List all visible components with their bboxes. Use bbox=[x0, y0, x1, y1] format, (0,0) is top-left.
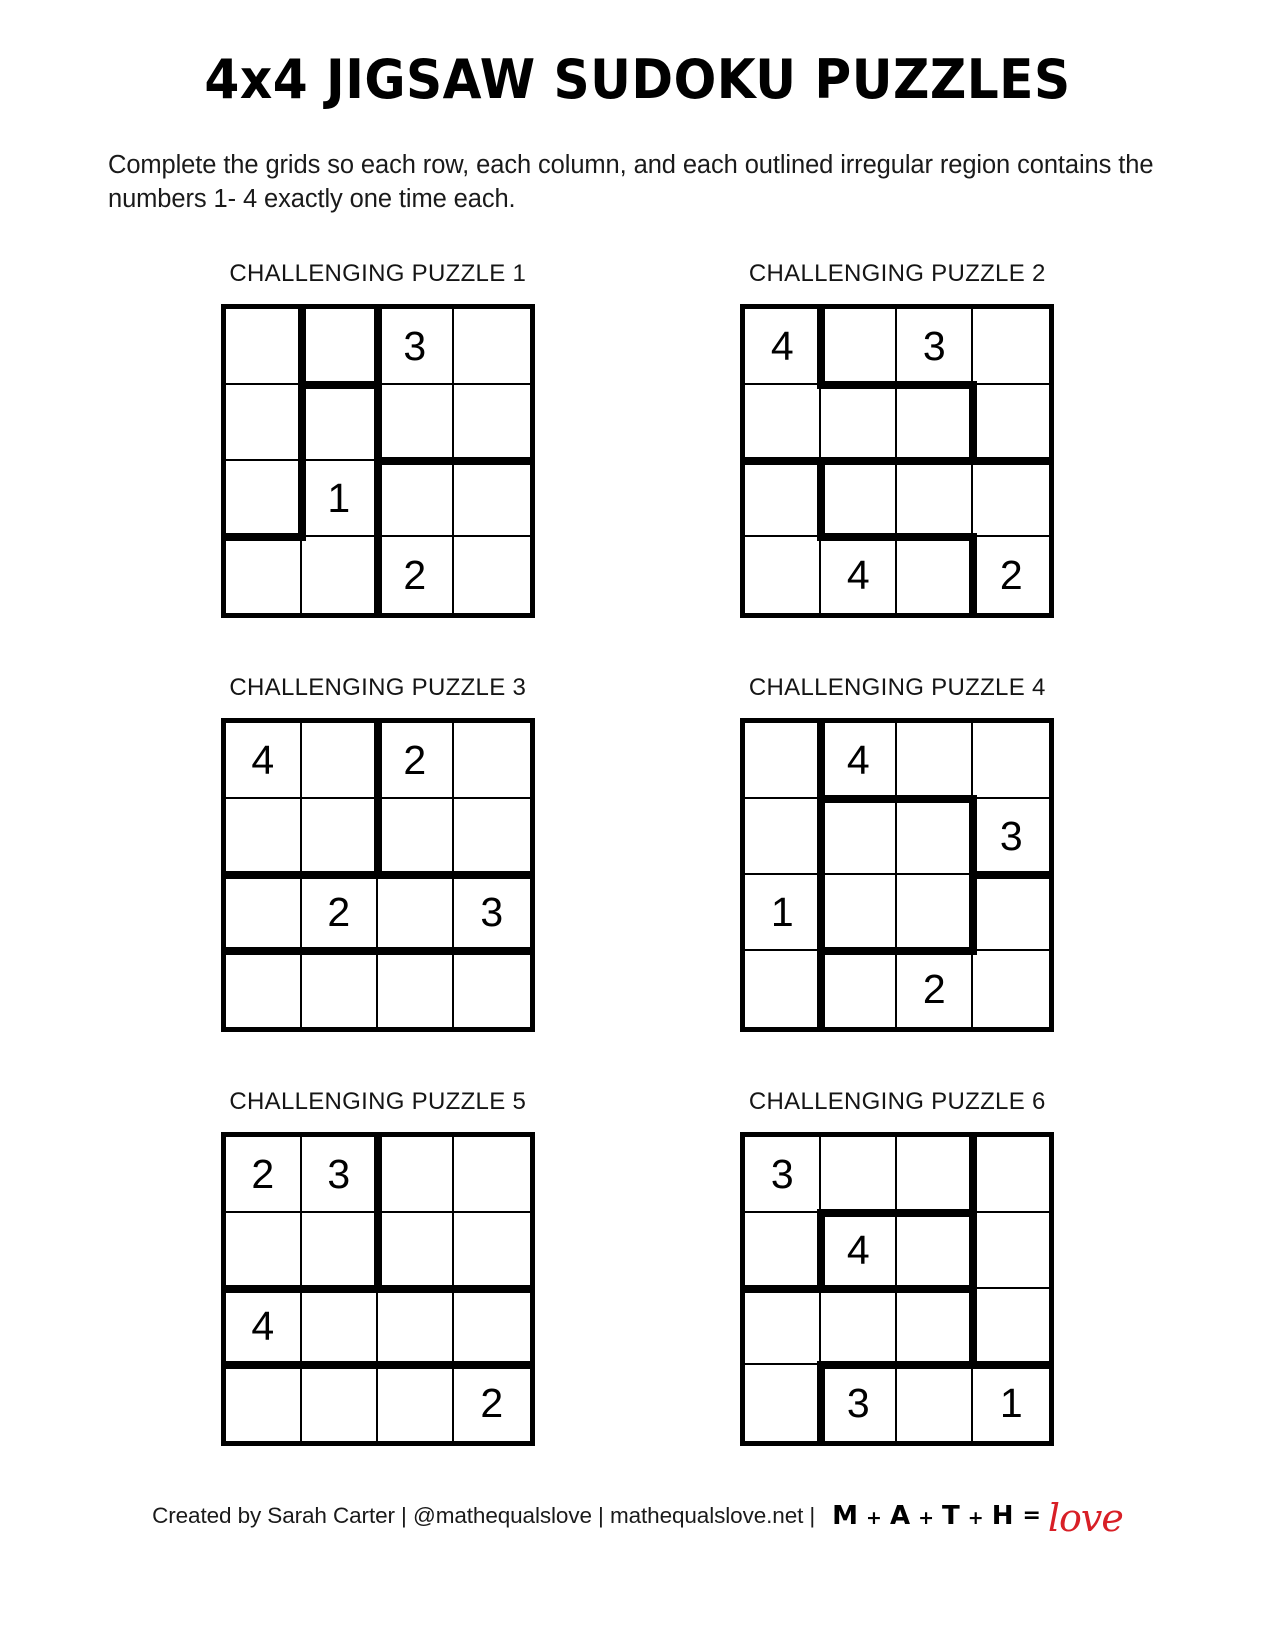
sudoku-cell[interactable]: 1 bbox=[745, 875, 821, 951]
sudoku-cell[interactable]: 3 bbox=[454, 875, 530, 951]
region-boundary bbox=[298, 381, 382, 389]
sudoku-cell[interactable] bbox=[302, 799, 378, 875]
sudoku-cell[interactable] bbox=[745, 385, 821, 461]
sudoku-cell[interactable] bbox=[821, 1289, 897, 1365]
sudoku-cell[interactable] bbox=[302, 951, 378, 1027]
sudoku-cell[interactable] bbox=[897, 875, 973, 951]
sudoku-cell[interactable] bbox=[973, 1213, 1049, 1289]
sudoku-cell[interactable] bbox=[897, 537, 973, 613]
sudoku-cell[interactable] bbox=[302, 385, 378, 461]
sudoku-cell[interactable] bbox=[454, 1289, 530, 1365]
sudoku-cell[interactable] bbox=[302, 1289, 378, 1365]
sudoku-cell[interactable]: 3 bbox=[973, 799, 1049, 875]
region-boundary bbox=[817, 719, 825, 1031]
sudoku-cell[interactable]: 2 bbox=[897, 951, 973, 1027]
region-boundary bbox=[969, 1209, 977, 1369]
sudoku-cell[interactable] bbox=[897, 1365, 973, 1441]
puzzle-3 bbox=[118, 674, 638, 1032]
sudoku-cell[interactable] bbox=[897, 799, 973, 875]
region-boundary bbox=[817, 1209, 977, 1217]
sudoku-cell[interactable] bbox=[378, 1365, 454, 1441]
sudoku-cell[interactable] bbox=[745, 1213, 821, 1289]
region-boundary bbox=[969, 1133, 977, 1217]
sudoku-cell[interactable] bbox=[973, 875, 1049, 951]
sudoku-cell[interactable] bbox=[226, 309, 302, 385]
region-boundary bbox=[298, 305, 306, 389]
sudoku-cell[interactable] bbox=[973, 1289, 1049, 1365]
sudoku-cell[interactable] bbox=[454, 723, 530, 799]
sudoku-cell[interactable]: 4 bbox=[226, 723, 302, 799]
sudoku-cell[interactable] bbox=[821, 1137, 897, 1213]
sudoku-cell[interactable] bbox=[226, 951, 302, 1027]
sudoku-cell[interactable] bbox=[973, 951, 1049, 1027]
sudoku-cell[interactable] bbox=[226, 385, 302, 461]
sudoku-cell[interactable] bbox=[454, 799, 530, 875]
region-boundary bbox=[817, 795, 977, 803]
region-boundary bbox=[817, 533, 977, 541]
region-boundary bbox=[298, 381, 306, 541]
logo-plus-2: + bbox=[918, 1506, 935, 1529]
region-boundary bbox=[222, 1285, 534, 1293]
sudoku-cell[interactable] bbox=[454, 537, 530, 613]
sudoku-cell[interactable]: 4 bbox=[821, 1213, 897, 1289]
region-boundary bbox=[817, 1361, 1053, 1369]
sudoku-cell[interactable] bbox=[302, 309, 378, 385]
region-boundary bbox=[969, 533, 977, 617]
sudoku-cell[interactable]: 3 bbox=[745, 1137, 821, 1213]
sudoku-cell[interactable] bbox=[897, 461, 973, 537]
sudoku-cell[interactable] bbox=[821, 461, 897, 537]
logo-letter-t: T bbox=[942, 1500, 960, 1531]
instructions-text: Complete the grids so each row, each column, and each outlined irregular region contains the numbers 1- 4 exactly one time each. bbox=[108, 151, 1154, 213]
sudoku-cell[interactable] bbox=[745, 461, 821, 537]
sudoku-grid bbox=[740, 304, 1054, 618]
region-boundary bbox=[969, 871, 1053, 879]
sudoku-grid bbox=[740, 718, 1054, 1032]
sudoku-cell[interactable] bbox=[897, 1137, 973, 1213]
sudoku-cell[interactable] bbox=[378, 385, 454, 461]
region-boundary bbox=[222, 871, 534, 879]
page-title: 4x4 JIGSAW SUDOKU PUZZLES bbox=[204, 48, 1071, 111]
logo-love-script: love bbox=[1047, 1495, 1123, 1540]
sudoku-cell[interactable] bbox=[302, 537, 378, 613]
sudoku-cell[interactable] bbox=[226, 1365, 302, 1441]
sudoku-cell[interactable] bbox=[745, 951, 821, 1027]
sudoku-cell[interactable] bbox=[302, 1213, 378, 1289]
sudoku-cell[interactable]: 3 bbox=[821, 1365, 897, 1441]
puzzle-1 bbox=[118, 260, 638, 618]
puzzle-5 bbox=[118, 1088, 638, 1446]
sudoku-cell[interactable]: 4 bbox=[745, 309, 821, 385]
region-boundary bbox=[374, 1133, 382, 1293]
sudoku-cell[interactable]: 1 bbox=[999, 1379, 1023, 1426]
sudoku-cell[interactable] bbox=[897, 1213, 973, 1289]
sudoku-cell[interactable] bbox=[897, 385, 973, 461]
puzzle-2 bbox=[638, 260, 1158, 618]
sudoku-cell[interactable] bbox=[378, 875, 454, 951]
sudoku-grid bbox=[221, 304, 535, 618]
sudoku-cell[interactable]: 4 bbox=[821, 537, 897, 613]
sudoku-grid bbox=[221, 1132, 535, 1446]
region-boundary bbox=[222, 533, 306, 541]
region-boundary bbox=[817, 305, 825, 389]
sudoku-cell[interactable]: 2 bbox=[480, 1379, 504, 1426]
sudoku-cell[interactable] bbox=[226, 875, 302, 951]
sudoku-cell[interactable] bbox=[745, 1289, 821, 1365]
logo-plus-3: + bbox=[967, 1506, 984, 1529]
sudoku-cell[interactable] bbox=[454, 309, 530, 385]
sudoku-cell[interactable] bbox=[821, 951, 897, 1027]
sudoku-cell[interactable] bbox=[454, 1137, 530, 1213]
sudoku-cell[interactable] bbox=[454, 951, 530, 1027]
sudoku-cell[interactable] bbox=[226, 799, 302, 875]
sudoku-cell[interactable] bbox=[973, 723, 1049, 799]
sudoku-cell[interactable] bbox=[454, 385, 530, 461]
sudoku-cell[interactable] bbox=[378, 799, 454, 875]
sudoku-cell[interactable]: 4 bbox=[821, 723, 897, 799]
region-boundary bbox=[969, 381, 977, 465]
puzzle-6 bbox=[638, 1088, 1158, 1446]
sudoku-cell[interactable] bbox=[745, 537, 821, 613]
math-equals-love-logo bbox=[829, 1495, 1123, 1540]
puzzle-grid-container bbox=[0, 260, 1275, 1446]
logo-plus-1: + bbox=[866, 1506, 882, 1529]
sudoku-cell[interactable] bbox=[821, 875, 897, 951]
region-boundary bbox=[817, 457, 825, 541]
puzzle-title: CHALLENGING PUZZLE 1 bbox=[229, 260, 527, 288]
puzzle-title: CHALLENGING PUZZLE 3 bbox=[229, 674, 527, 702]
footer bbox=[0, 1495, 1275, 1540]
region-boundary bbox=[741, 457, 1053, 465]
credit-text: Created by Sarah Carter | @mathequalslove | mathequalslove.net | bbox=[152, 1502, 816, 1528]
sudoku-cell[interactable]: 2 bbox=[378, 537, 454, 613]
sudoku-cell[interactable]: 1 bbox=[302, 461, 378, 537]
sudoku-cell[interactable]: 2 bbox=[302, 875, 378, 951]
sudoku-cell[interactable] bbox=[378, 1289, 454, 1365]
region-boundary bbox=[222, 1361, 534, 1369]
region-boundary bbox=[374, 457, 534, 465]
logo-letter-a: A bbox=[889, 1500, 911, 1531]
sudoku-cell[interactable] bbox=[973, 309, 1049, 385]
region-boundary bbox=[817, 381, 977, 389]
sudoku-cell[interactable]: 3 bbox=[897, 309, 973, 385]
sudoku-cell[interactable] bbox=[745, 723, 821, 799]
sudoku-cell[interactable] bbox=[821, 799, 897, 875]
sudoku-cell[interactable] bbox=[745, 799, 821, 875]
sudoku-cell[interactable]: 3 bbox=[302, 1137, 378, 1213]
sudoku-cell[interactable] bbox=[454, 1213, 530, 1289]
puzzle-title: CHALLENGING PUZZLE 2 bbox=[748, 260, 1046, 288]
sudoku-grid bbox=[740, 1132, 1054, 1446]
sudoku-cell[interactable] bbox=[302, 723, 378, 799]
puzzle-title: CHALLENGING PUZZLE 6 bbox=[748, 1088, 1046, 1116]
logo-letter-h: H bbox=[991, 1500, 1014, 1531]
logo-letter-m: M bbox=[832, 1500, 859, 1531]
sudoku-cell[interactable]: 4 bbox=[226, 1289, 302, 1365]
sudoku-cell[interactable] bbox=[454, 461, 530, 537]
sudoku-cell[interactable] bbox=[378, 951, 454, 1027]
sudoku-cell[interactable] bbox=[897, 1289, 973, 1365]
sudoku-cell[interactable] bbox=[378, 1213, 454, 1289]
sudoku-cell[interactable] bbox=[226, 1213, 302, 1289]
puzzle-4 bbox=[638, 674, 1158, 1032]
sudoku-cell[interactable] bbox=[973, 385, 1049, 461]
logo-equals: = bbox=[1022, 1503, 1041, 1529]
sudoku-cell[interactable] bbox=[226, 537, 302, 613]
puzzle-title: CHALLENGING PUZZLE 4 bbox=[748, 674, 1046, 702]
sudoku-cell[interactable]: 3 bbox=[378, 309, 454, 385]
region-boundary bbox=[374, 719, 382, 879]
sudoku-cell[interactable] bbox=[378, 461, 454, 537]
region-boundary bbox=[817, 1209, 825, 1293]
sudoku-cell[interactable]: 2 bbox=[226, 1137, 302, 1213]
sudoku-cell[interactable]: 2 bbox=[999, 551, 1023, 598]
sudoku-grid bbox=[221, 718, 535, 1032]
sudoku-cell[interactable] bbox=[897, 723, 973, 799]
sudoku-cell[interactable]: 2 bbox=[378, 723, 454, 799]
sudoku-cell[interactable] bbox=[821, 385, 897, 461]
region-boundary bbox=[222, 947, 534, 955]
region-boundary bbox=[741, 1285, 977, 1293]
region-boundary bbox=[817, 1361, 825, 1445]
sudoku-cell[interactable] bbox=[302, 1365, 378, 1441]
sudoku-cell[interactable] bbox=[378, 1137, 454, 1213]
puzzle-title: CHALLENGING PUZZLE 5 bbox=[229, 1088, 527, 1116]
sudoku-cell[interactable] bbox=[821, 309, 897, 385]
sudoku-cell[interactable] bbox=[226, 461, 302, 537]
sudoku-cell[interactable] bbox=[973, 461, 1049, 537]
sudoku-cell[interactable] bbox=[745, 1365, 821, 1441]
sudoku-cell[interactable] bbox=[973, 1137, 1049, 1213]
region-boundary bbox=[817, 947, 977, 955]
